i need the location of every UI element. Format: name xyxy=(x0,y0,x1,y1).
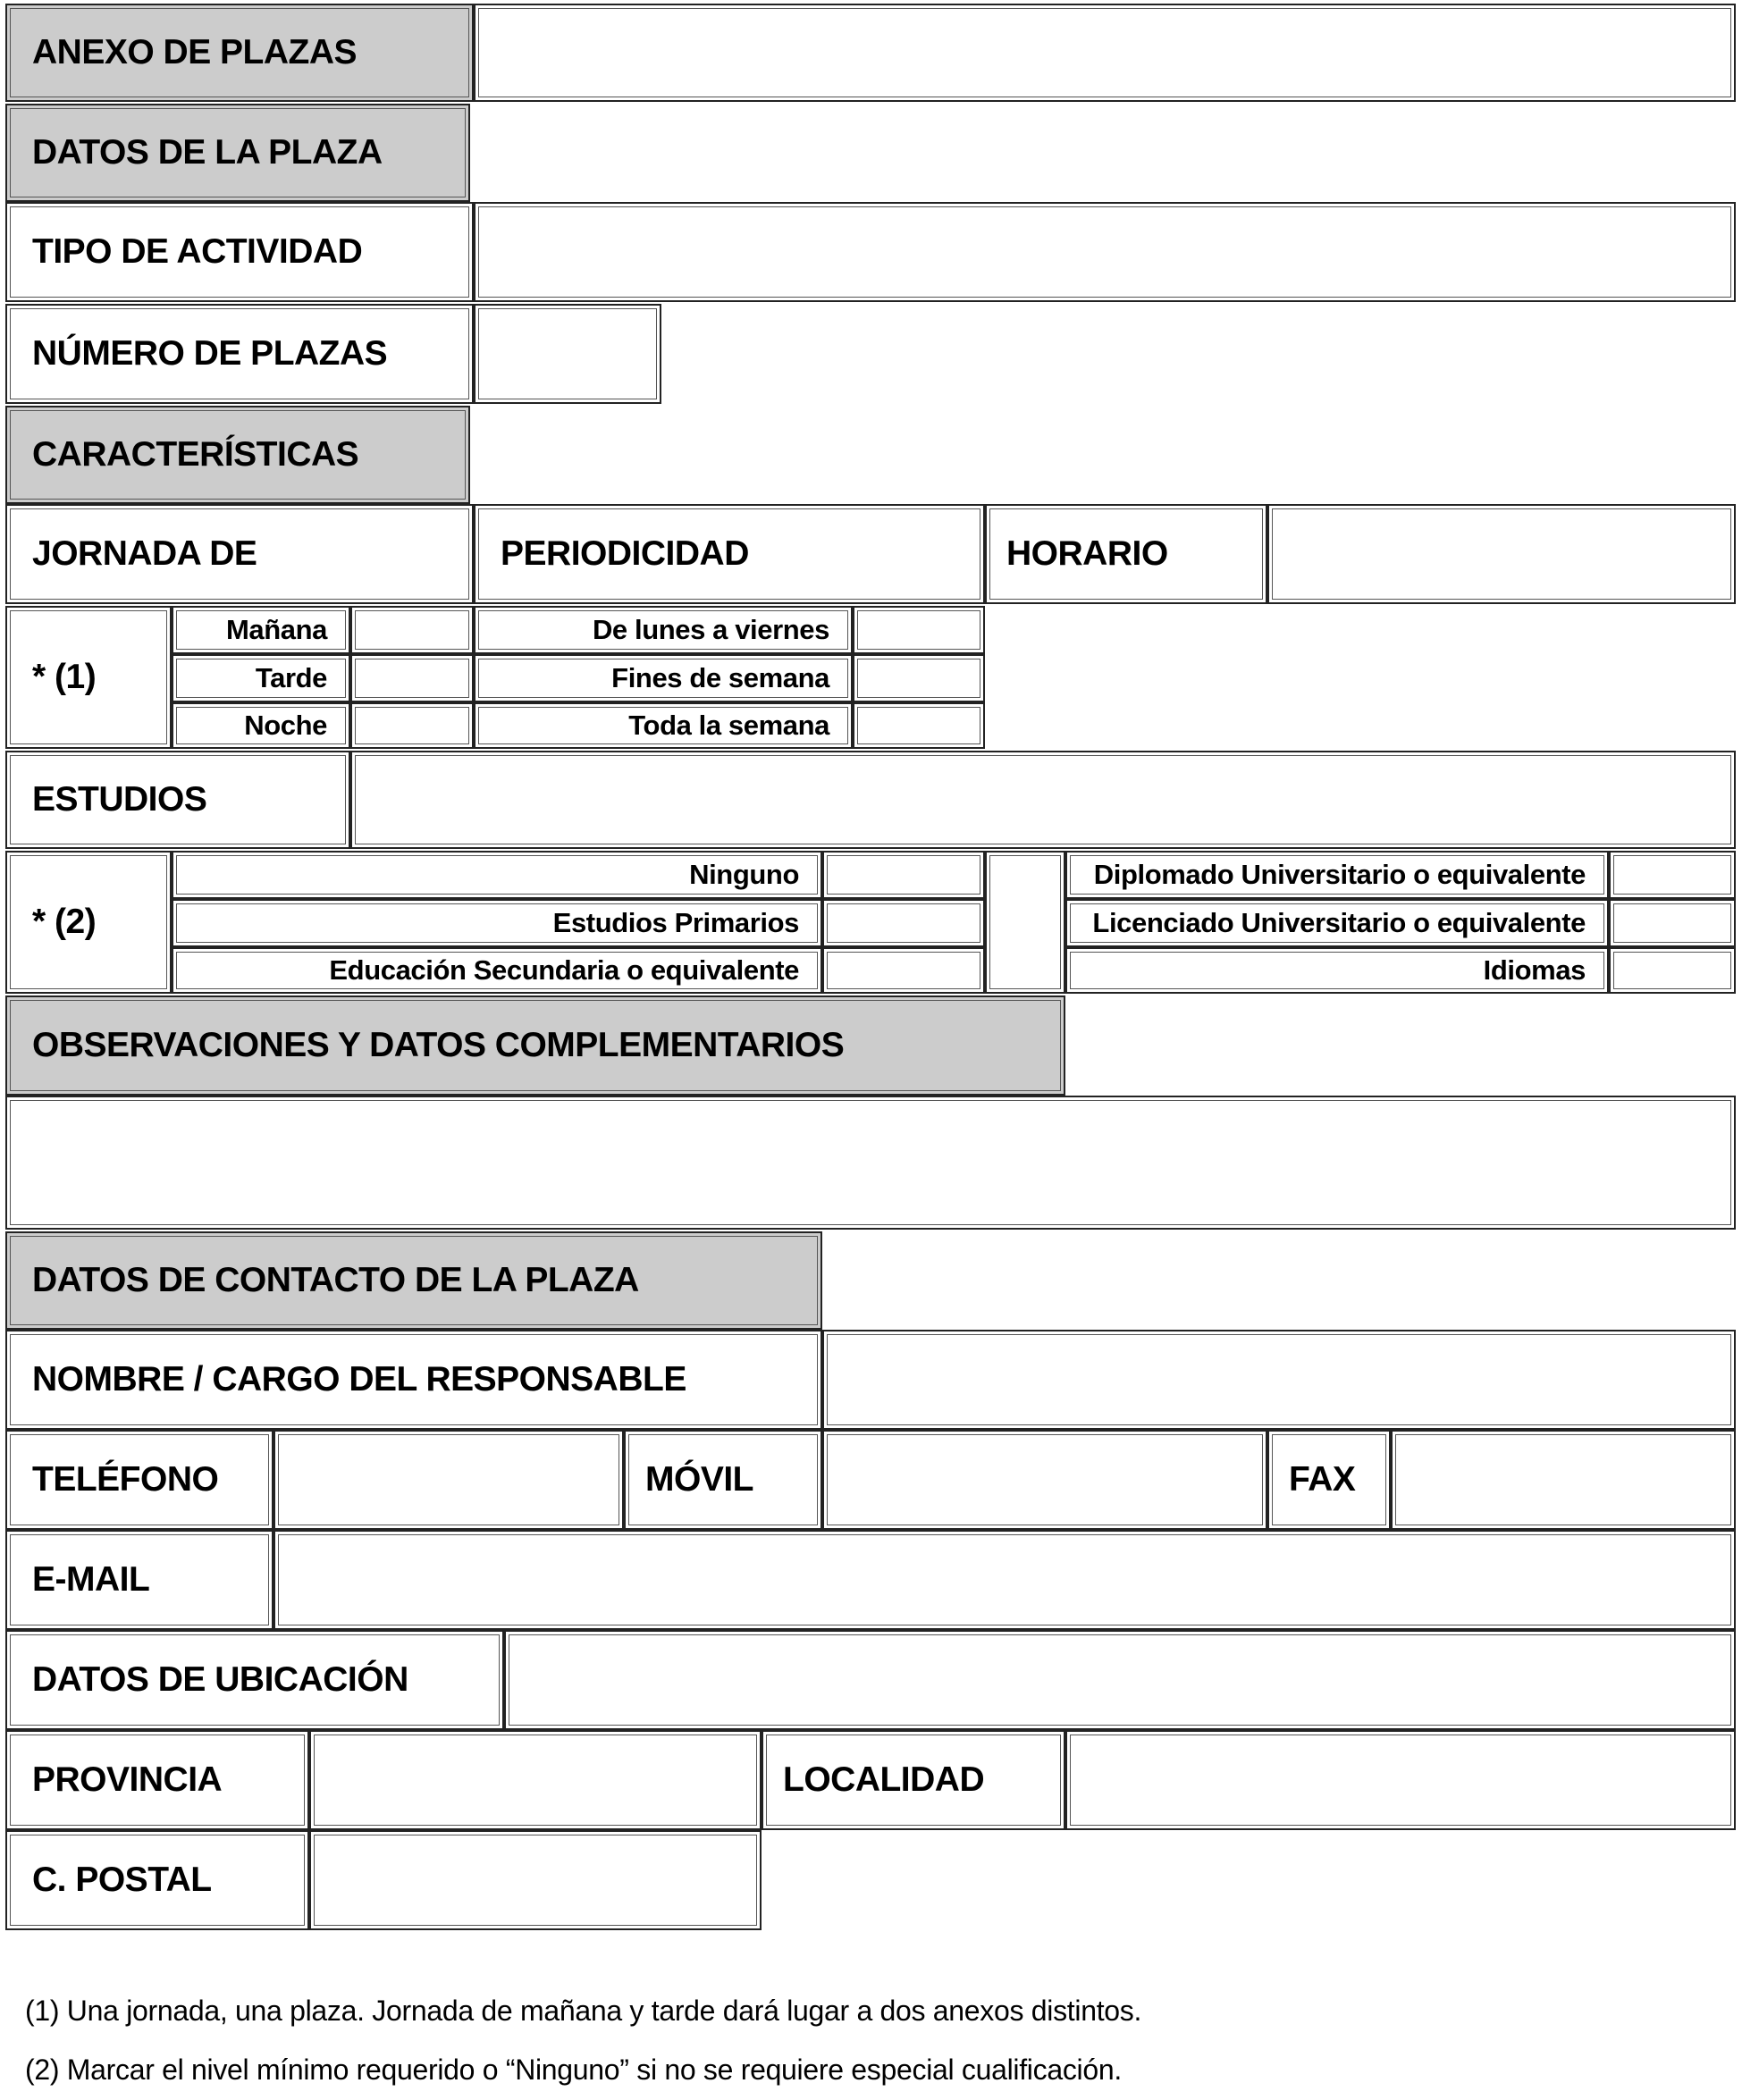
fax-label-cell xyxy=(1267,1430,1391,1530)
tipo-actividad-field[interactable] xyxy=(474,202,1736,302)
periodicidad-label-cell xyxy=(474,504,985,604)
estudios-secundaria-label xyxy=(172,947,822,994)
observaciones-header xyxy=(5,995,1065,1096)
periodicidad-lunes-viernes-checkbox[interactable] xyxy=(853,606,985,654)
movil-label: MÓVIL xyxy=(645,1460,753,1499)
fax-label: FAX xyxy=(1289,1460,1356,1499)
nota1-label: * (1) xyxy=(32,658,97,696)
estudios-secundaria-checkbox[interactable] xyxy=(822,947,985,994)
tarde-text: Tarde xyxy=(255,662,327,693)
localidad-label: LOCALIDAD xyxy=(783,1760,985,1799)
localidad-label-cell xyxy=(762,1730,1065,1830)
manana-text: Mañana xyxy=(225,614,327,645)
diplomado-text: Diplomado Universitario o equivalente xyxy=(1093,859,1586,890)
jornada-label: JORNADA DE xyxy=(32,534,257,573)
secundaria-text: Educación Secundaria o equivalente xyxy=(329,954,799,986)
ninguno-text: Ninguno xyxy=(689,859,799,890)
toda-semana-text: Toda la semana xyxy=(628,710,829,741)
responsable-label-cell xyxy=(5,1330,822,1430)
nota1-cell xyxy=(5,606,172,749)
footnote-2: (2) Marcar el nivel mínimo requerido o “Ninguno” si no se requiere especial cualificación. xyxy=(25,2054,1122,2086)
estudios-label: ESTUDIOS xyxy=(32,780,207,819)
estudios-diplomado-checkbox[interactable] xyxy=(1609,851,1736,899)
cpostal-label-cell xyxy=(5,1830,309,1930)
ubicacion-label: DATOS DE UBICACIÓN xyxy=(32,1660,408,1699)
fines-semana-text: Fines de semana xyxy=(611,662,829,693)
periodicidad-toda-semana-checkbox[interactable] xyxy=(853,702,985,749)
noche-text: Noche xyxy=(244,710,327,741)
jornada-noche-checkbox[interactable] xyxy=(350,702,474,749)
cpostal-field[interactable] xyxy=(309,1830,762,1930)
footnote-1: (1) Una jornada, una plaza. Jornada de mañana y tarde dará lugar a dos anexos distintos. xyxy=(25,1995,1142,2027)
telefono-field[interactable] xyxy=(274,1430,624,1530)
ubicacion-label-cell xyxy=(5,1630,504,1730)
estudios-idiomas-checkbox[interactable] xyxy=(1609,947,1736,994)
numero-plazas-label-cell xyxy=(5,304,474,404)
movil-label-cell xyxy=(624,1430,822,1530)
estudios-primarios-label xyxy=(172,899,822,947)
contacto-header xyxy=(5,1231,822,1330)
estudios-licenciado-checkbox[interactable] xyxy=(1609,899,1736,947)
primarios-text: Estudios Primarios xyxy=(552,907,799,938)
horario-label-cell xyxy=(985,504,1267,604)
estudios-idiomas-label xyxy=(1065,947,1609,994)
datos-plaza-label: DATOS DE LA PLAZA xyxy=(32,133,383,172)
caracteristicas-label: CARACTERÍSTICAS xyxy=(32,435,359,474)
cpostal-label: C. POSTAL xyxy=(32,1861,212,1899)
responsable-field[interactable] xyxy=(822,1330,1736,1430)
jornada-tarde-label xyxy=(172,654,350,702)
estudios-label-cell xyxy=(5,751,350,849)
responsable-label: NOMBRE / CARGO DEL RESPONSABLE xyxy=(32,1360,686,1399)
periodicidad-toda-semana-label xyxy=(474,702,853,749)
jornada-manana-label xyxy=(172,606,350,654)
lunes-viernes-text: De lunes a viernes xyxy=(592,614,829,645)
caracteristicas-header xyxy=(5,406,470,504)
telefono-label: TELÉFONO xyxy=(32,1460,219,1499)
provincia-label-cell xyxy=(5,1730,309,1830)
ubicacion-field[interactable] xyxy=(504,1630,1736,1730)
numero-plazas-field[interactable] xyxy=(474,304,661,404)
provincia-label: PROVINCIA xyxy=(32,1760,223,1799)
contacto-label: DATOS DE CONTACTO DE LA PLAZA xyxy=(32,1261,639,1299)
provincia-field[interactable] xyxy=(309,1730,762,1830)
nota2-cell xyxy=(5,851,172,994)
tipo-actividad-label: TIPO DE ACTIVIDAD xyxy=(32,232,363,271)
licenciado-text: Licenciado Universitario o equivalente xyxy=(1092,907,1586,938)
datos-plaza-header xyxy=(5,104,470,202)
estudios-licenciado-label xyxy=(1065,899,1609,947)
numero-plazas-label: NÚMERO DE PLAZAS xyxy=(32,334,388,373)
estudios-field[interactable] xyxy=(350,751,1736,849)
jornada-manana-checkbox[interactable] xyxy=(350,606,474,654)
horario-label: HORARIO xyxy=(1006,534,1168,573)
anexo-plazas-field[interactable] xyxy=(474,4,1736,102)
email-label: E-MAIL xyxy=(32,1560,150,1599)
periodicidad-lunes-viernes-label xyxy=(474,606,853,654)
email-label-cell xyxy=(5,1530,274,1630)
email-field[interactable] xyxy=(274,1530,1736,1630)
estudios-primarios-checkbox[interactable] xyxy=(822,899,985,947)
periodicidad-label: PERIODICIDAD xyxy=(501,534,749,573)
estudios-ninguno-checkbox[interactable] xyxy=(822,851,985,899)
nota2-label: * (2) xyxy=(32,903,97,941)
fax-field[interactable] xyxy=(1391,1430,1736,1530)
periodicidad-fines-semana-label xyxy=(474,654,853,702)
jornada-tarde-checkbox[interactable] xyxy=(350,654,474,702)
estudios-spacer-cell xyxy=(985,851,1065,994)
movil-field[interactable] xyxy=(822,1430,1267,1530)
jornada-noche-label xyxy=(172,702,350,749)
idiomas-text: Idiomas xyxy=(1483,954,1586,986)
estudios-ninguno-label xyxy=(172,851,822,899)
estudios-diplomado-label xyxy=(1065,851,1609,899)
observaciones-label: OBSERVACIONES Y DATOS COMPLEMENTARIOS xyxy=(32,1026,845,1064)
observaciones-field[interactable] xyxy=(5,1096,1736,1230)
tipo-actividad-label-cell xyxy=(5,202,474,302)
anexo-plazas-header xyxy=(5,4,474,102)
telefono-label-cell xyxy=(5,1430,274,1530)
jornada-label-cell xyxy=(5,504,474,604)
horario-field[interactable] xyxy=(1267,504,1736,604)
anexo-label: ANEXO DE PLAZAS xyxy=(32,33,358,71)
localidad-field[interactable] xyxy=(1065,1730,1736,1830)
periodicidad-fines-semana-checkbox[interactable] xyxy=(853,654,985,702)
